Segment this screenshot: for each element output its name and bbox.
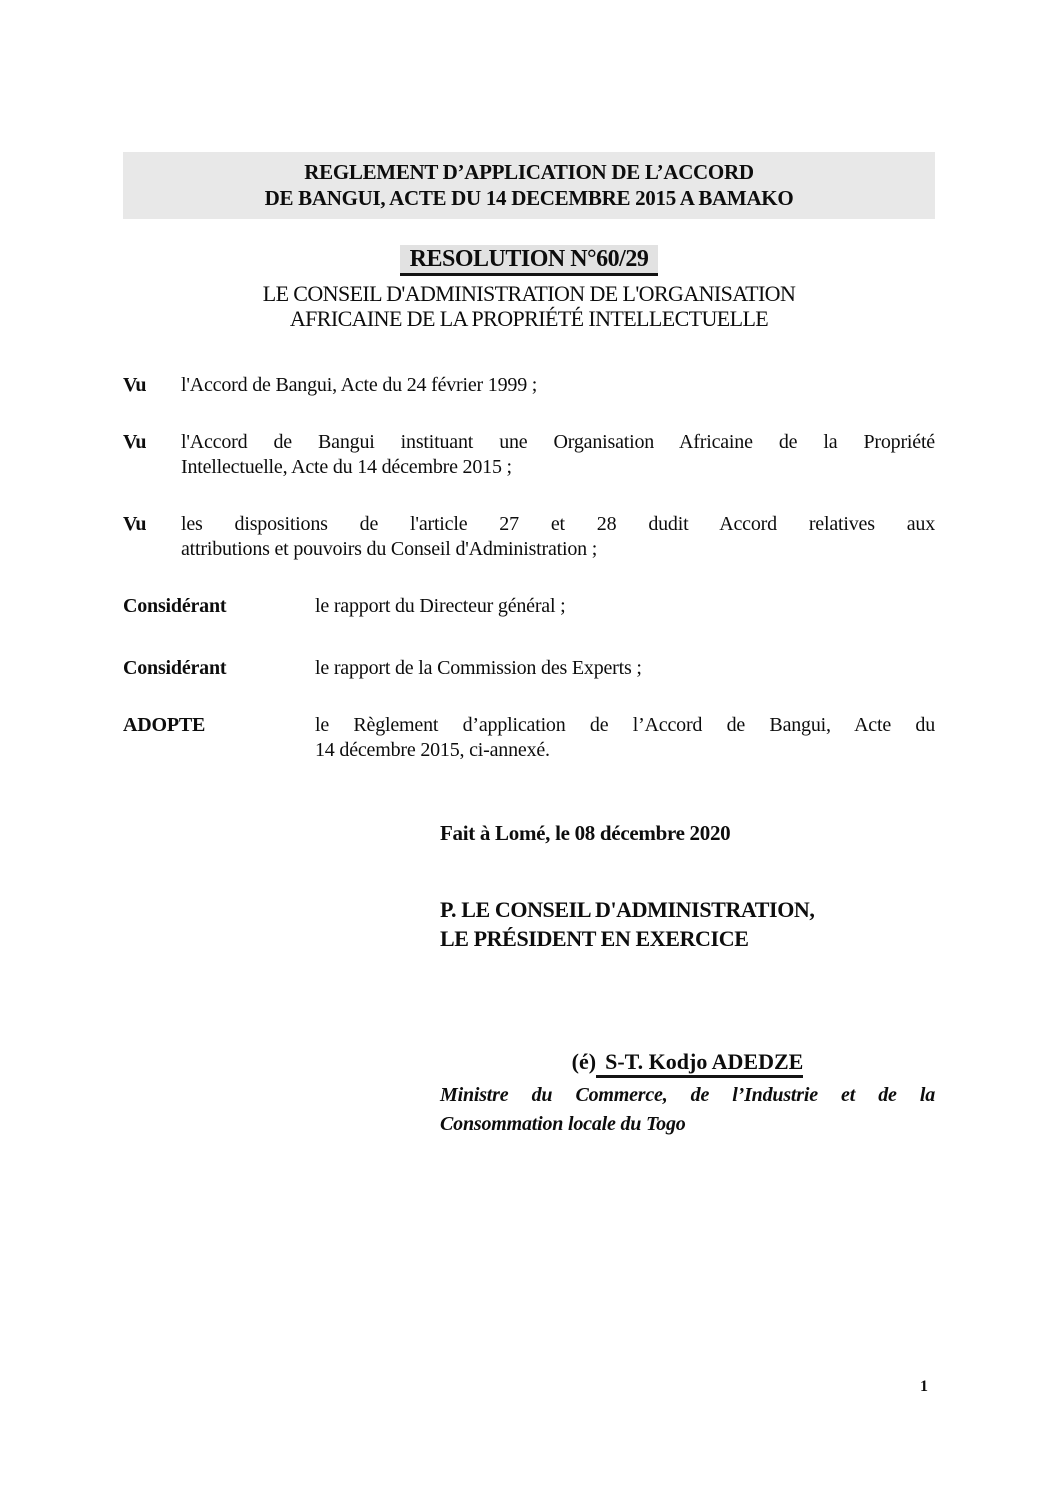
- clause-label: Vu: [123, 374, 147, 396]
- resolution-number: RESOLUTION N°60/29: [400, 245, 659, 276]
- page-number: 1: [920, 1378, 928, 1395]
- clause-considerant-1: [123, 594, 935, 619]
- resolution-subtitle: [123, 281, 935, 331]
- clause-text: les dispositions de l'article 27 et 28 dudit Accord relatives aux attributions et pouvoirs du Conseil d'Administration ;: [181, 513, 935, 560]
- clause-text: le rapport du Directeur général ;: [315, 595, 566, 617]
- authority-line-1: P. LE CONSEIL D'ADMINISTRATION,: [440, 897, 815, 922]
- clause-adopte: [123, 713, 935, 763]
- signature-line: [440, 1049, 935, 1078]
- clause-text: l'Accord de Bangui instituant une Organisation Africaine de la Propriété Intellectuelle, Acte du 14 décembre 2015 ;: [181, 431, 935, 478]
- header-line-1: REGLEMENT D’APPLICATION DE L’ACCORD: [304, 160, 754, 184]
- clause-label: Considérant: [123, 595, 227, 617]
- resolution-title: [123, 245, 935, 276]
- clause-text: le rapport de la Commission des Experts ;: [315, 657, 642, 679]
- subtitle-line-1: LE CONSEIL D'ADMINISTRATION DE L'ORGANISATION: [262, 281, 796, 306]
- clause-label: Vu: [123, 513, 147, 535]
- header-line-2: DE BANGUI, ACTE DU 14 DECEMBRE 2015 A BAMAKO: [264, 186, 794, 210]
- authority-line-2: LE PRÉSIDENT EN EXERCICE: [440, 926, 749, 951]
- clause-text: le Règlement d’application de l’Accord de Bangui, Acte du 14 décembre 2015, ci-annexé.: [315, 714, 935, 761]
- clause-considerant-2: [123, 656, 935, 681]
- signing-authority: [440, 895, 935, 953]
- signer-title-line-2: Consommation locale du Togo: [440, 1113, 686, 1135]
- clause-vu-1: [123, 373, 935, 398]
- clause-text: l'Accord de Bangui, Acte du 24 février 1999 ;: [181, 374, 538, 396]
- signer-title-line-1: Ministre du Commerce, de l’Industrie et de la: [440, 1084, 935, 1106]
- clause-label: Vu: [123, 431, 147, 453]
- closing-block: [440, 821, 935, 1139]
- subtitle-line-2: AFRICAINE DE LA PROPRIÉTÉ INTELLECTUELLE: [289, 306, 769, 331]
- clause-label: Considérant: [123, 657, 227, 679]
- signer-title: [440, 1081, 935, 1139]
- document-header-banner: [123, 152, 935, 219]
- clause-vu-2: [123, 430, 935, 480]
- place-date: Fait à Lomé, le 08 décembre 2020: [440, 821, 731, 845]
- clause-vu-3: [123, 512, 935, 562]
- document-content: [123, 0, 935, 1139]
- signed-name: S-T. Kodjo ADEDZE: [596, 1049, 803, 1078]
- clause-label: ADOPTE: [123, 714, 206, 736]
- signed-prefix: (é): [571, 1049, 597, 1074]
